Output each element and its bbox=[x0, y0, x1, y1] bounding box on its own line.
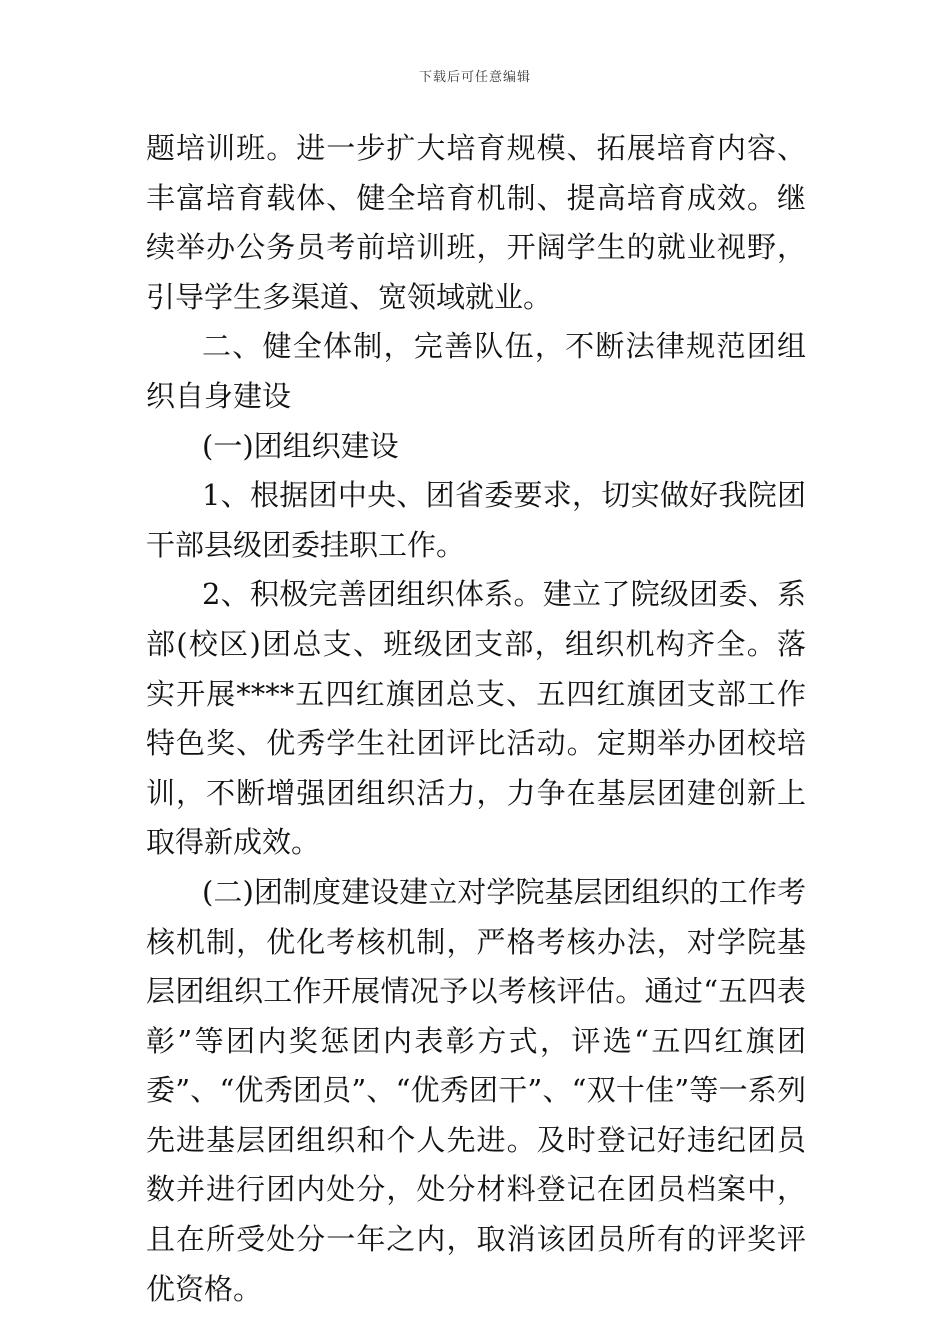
subsection-heading-organization: (一)团组织建设 bbox=[202, 428, 399, 463]
paragraph-item-2: 2、积极完善团组织体系。建立了院级团委、系部(校区)团总支、班级团支部，组织机构齐全。落实开展****五四红旗团总支、五四红旗团支部工作特色奖、优秀学生社团评比活动。定期举办团校培训，不断增强团组织活力，力争在基层团建创新上取得新成效。 bbox=[146, 577, 806, 860]
document-body bbox=[146, 124, 806, 1314]
paragraph-item-1: 1、根据团中央、团省委要求，切实做好我院团干部县级团委挂职工作。 bbox=[146, 478, 806, 562]
paragraph-training-continuation: 题培训班。进一步扩大培育规模、拓展培育内容、丰富培育载体、健全培育机制、提高培育成效。继续举办公务员考前培训班，开阔学生的就业视野，引导学生多渠道、宽领域就业。 bbox=[146, 131, 806, 314]
paragraph-system-construction: (二)团制度建设建立对学院基层团组织的工作考核机制，优化考核机制，严格考核办法，对学院基层团组织工作开展情况予以考核评估。通过“五四表彰”等团内奖惩团内表彰方式，评选“五四红旗团委”、“优秀团员”、“优秀团干”、“双十佳”等一系列先进基层团组织和个人先进。及时登记好违纪团员数并进行团内处分，处分材料登记在团员档案中，且在所受处分一年之内，取消该团员所有的评奖评优资格。 bbox=[146, 874, 806, 1306]
section-heading-system-building: 二、健全体制，完善队伍，不断法律规范团组织自身建设 bbox=[146, 329, 806, 413]
page-header-note: 下载后可任意编辑 bbox=[418, 70, 531, 85]
